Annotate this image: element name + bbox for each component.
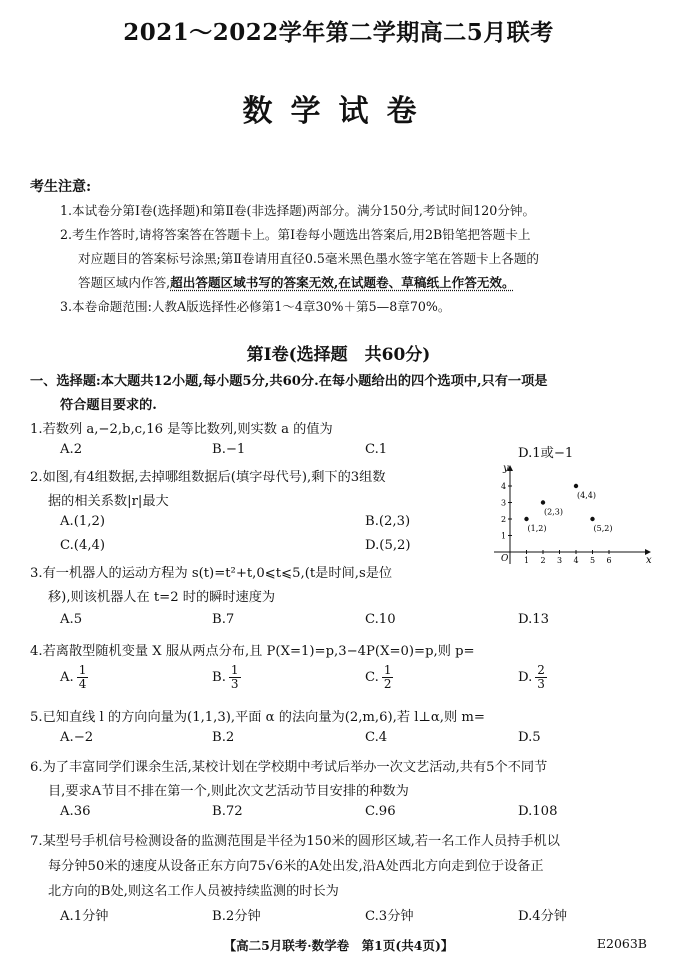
x-tick-label: 2 bbox=[540, 556, 546, 565]
exam-code: E2063B bbox=[596, 936, 647, 951]
x-tick-label: 4 bbox=[573, 556, 579, 565]
question-6-option-a: A.36 bbox=[60, 804, 91, 819]
question-5-option-a: A.−2 bbox=[60, 730, 94, 745]
fraction-numerator: 1 bbox=[78, 663, 87, 677]
question-4-option-d-label: D. bbox=[518, 670, 533, 685]
scatter-figure bbox=[490, 460, 655, 565]
x-axis-label: x bbox=[646, 555, 652, 565]
notice-item-2-end bbox=[78, 272, 515, 291]
section-intro-line-1: 一、选择题:本大题共12小题,每小题5分,共60分.在每小题给出的四个选项中,只有一项是 bbox=[30, 374, 548, 389]
y-tick-label: 1 bbox=[501, 531, 507, 541]
data-point-label: (2,3) bbox=[544, 507, 563, 517]
x-tick-label: 1 bbox=[524, 556, 530, 565]
question-7-stem-line-3: 北方向的B处,则这名工作人员被持续监测的时长为 bbox=[48, 884, 339, 899]
exam-subject-title: 数学试卷 bbox=[242, 94, 435, 129]
x-tick-label: 5 bbox=[590, 556, 596, 565]
notice-item-2: 2.考生作答时,请将答案答在答题卡上。第Ⅰ卷每小题选出答案后,用2B铅笔把答题卡上 bbox=[60, 227, 531, 242]
question-2-option-b: B.(2,3) bbox=[365, 514, 411, 529]
question-4-option-c bbox=[365, 664, 393, 691]
section-title: 第Ⅰ卷(选择题 共60分) bbox=[246, 345, 431, 365]
question-2-option-c: C.(4,4) bbox=[60, 538, 106, 553]
question-5-stem: 5.已知直线 l 的方向向量为(1,1,3),平面 α 的法向量为(2,m,6),若 l⊥α,则 m= bbox=[30, 710, 485, 725]
question-7-option-b: B.2分钟 bbox=[212, 909, 261, 924]
x-tick-label: 3 bbox=[557, 556, 563, 565]
question-7-option-d: D.4分钟 bbox=[518, 909, 568, 924]
question-7-stem-line-2: 每分钟50米的速度从设备正东方向75√6米的A处出发,沿A处西北方向走到位于设备正 bbox=[48, 859, 544, 874]
question-4-option-b-label: B. bbox=[212, 670, 226, 685]
question-6-option-b: B.72 bbox=[212, 804, 243, 819]
notice-heading: 考生注意: bbox=[30, 179, 92, 195]
origin-label: O bbox=[501, 554, 509, 564]
question-2-option-a: A.(1,2) bbox=[60, 514, 105, 529]
question-5-option-d: D.5 bbox=[518, 730, 541, 745]
notice-item-1: 1.本试卷分第Ⅰ卷(选择题)和第Ⅱ卷(非选择题)两部分。满分150分,考试时间120分钟。 bbox=[60, 203, 536, 218]
section-intro-line-2: 符合题目要求的. bbox=[60, 398, 157, 413]
question-7-option-c: C.3分钟 bbox=[365, 909, 414, 924]
question-3-option-b: B.7 bbox=[212, 612, 235, 627]
question-4-option-a bbox=[60, 664, 88, 691]
question-4-option-c-label: C. bbox=[365, 670, 379, 685]
question-4-option-b bbox=[212, 664, 241, 691]
data-point bbox=[590, 517, 594, 521]
exam-header-title: 2021～2022学年第二学期高二5月联考 bbox=[123, 19, 554, 46]
data-point bbox=[541, 500, 545, 504]
question-7-option-a: A.1分钟 bbox=[60, 909, 109, 924]
fraction bbox=[229, 664, 241, 691]
question-3-stem-line-2: 移),则该机器人在 t=2 时的瞬时速度为 bbox=[48, 590, 276, 605]
data-point-label: (4,4) bbox=[577, 491, 596, 500]
page-footer: 【高二5月联考·数学卷 第1页(共4页)】 bbox=[223, 938, 454, 953]
question-6-stem-line-2: 目,要求A节目不排在第一个,则此次文艺活动节目安排的种数为 bbox=[48, 784, 409, 799]
y-axis-label: y bbox=[503, 463, 509, 474]
question-3-stem-line-1: 3.有一机器人的运动方程为 s(t)=t²+t,0⩽t⩽5,(t是时间,s是位 bbox=[30, 566, 393, 581]
question-3-option-a: A.5 bbox=[60, 612, 83, 627]
question-1-option-a: A.2 bbox=[60, 442, 83, 457]
notice-item-2-end-text: 答题区域内作答, bbox=[78, 275, 171, 290]
fraction-numerator: 2 bbox=[537, 663, 545, 677]
fraction bbox=[535, 664, 547, 691]
question-5-option-c: C.4 bbox=[365, 730, 388, 745]
fraction bbox=[382, 664, 394, 691]
y-tick-label: 3 bbox=[501, 498, 507, 508]
data-point bbox=[524, 517, 528, 521]
data-point bbox=[574, 484, 578, 488]
question-2-stem-line-2: 据的相关系数|r|最大 bbox=[48, 494, 169, 509]
question-2-option-d: D.(5,2) bbox=[365, 538, 411, 553]
x-tick-label: 6 bbox=[606, 556, 612, 565]
question-5-option-b: B.2 bbox=[212, 730, 235, 745]
data-point-label: (1,2) bbox=[527, 524, 547, 533]
fraction-denominator: 2 bbox=[383, 677, 392, 691]
fraction-denominator: 3 bbox=[537, 677, 545, 691]
fraction-numerator: 1 bbox=[230, 663, 239, 677]
fraction bbox=[77, 664, 89, 691]
fraction-numerator: 1 bbox=[383, 663, 392, 677]
fraction-denominator: 3 bbox=[230, 677, 239, 691]
question-1-option-d: D.1或−1 bbox=[518, 446, 574, 461]
question-6-stem-line-1: 6.为了丰富同学们课余生活,某校计划在学校期中考试后举办一次文艺活动,共有5个不同节 bbox=[30, 760, 548, 775]
question-1-option-b: B.−1 bbox=[212, 442, 246, 457]
notice-item-3: 3.本卷命题范围:人教A版选择性必修第1～4章30%＋第5—8章70%。 bbox=[60, 299, 451, 314]
question-1-stem: 1.若数列 a,−2,b,c,16 是等比数列,则实数 a 的值为 bbox=[30, 422, 333, 437]
question-3-option-d: D.13 bbox=[518, 612, 550, 627]
fraction-denominator: 4 bbox=[78, 677, 87, 691]
question-4-option-a-label: A. bbox=[60, 670, 74, 685]
question-1-option-c: C.1 bbox=[365, 442, 388, 457]
question-2-stem-line-1: 2.如图,有4组数据,去掉哪组数据后(填字母代号),剩下的3组数 bbox=[30, 470, 386, 485]
data-point-label: (5,2) bbox=[593, 524, 613, 533]
question-4-option-d bbox=[518, 664, 547, 691]
question-6-option-d: D.108 bbox=[518, 804, 558, 819]
question-3-option-c: C.10 bbox=[365, 612, 396, 627]
y-tick-label: 4 bbox=[501, 482, 507, 491]
question-7-stem-line-1: 7.某型号手机信号检测设备的监测范围是半径为150米的圆形区域,若一名工作人员持手机以 bbox=[30, 834, 560, 849]
question-4-stem: 4.若离散型随机变量 X 服从两点分布,且 P(X=1)=p,3−4P(X=0)=p,则 p= bbox=[30, 644, 475, 659]
question-6-option-c: C.96 bbox=[365, 804, 396, 819]
y-tick-label: 2 bbox=[501, 515, 507, 524]
notice-item-2-cont: 对应题目的答案标号涂黑;第Ⅱ卷请用直径0.5毫米黑色墨水签字笔在答题卡上各题的 bbox=[78, 251, 540, 266]
notice-emphasis: 超出答题区域书写的答案无效,在试题卷、草稿纸上作答无效。 bbox=[170, 275, 515, 290]
